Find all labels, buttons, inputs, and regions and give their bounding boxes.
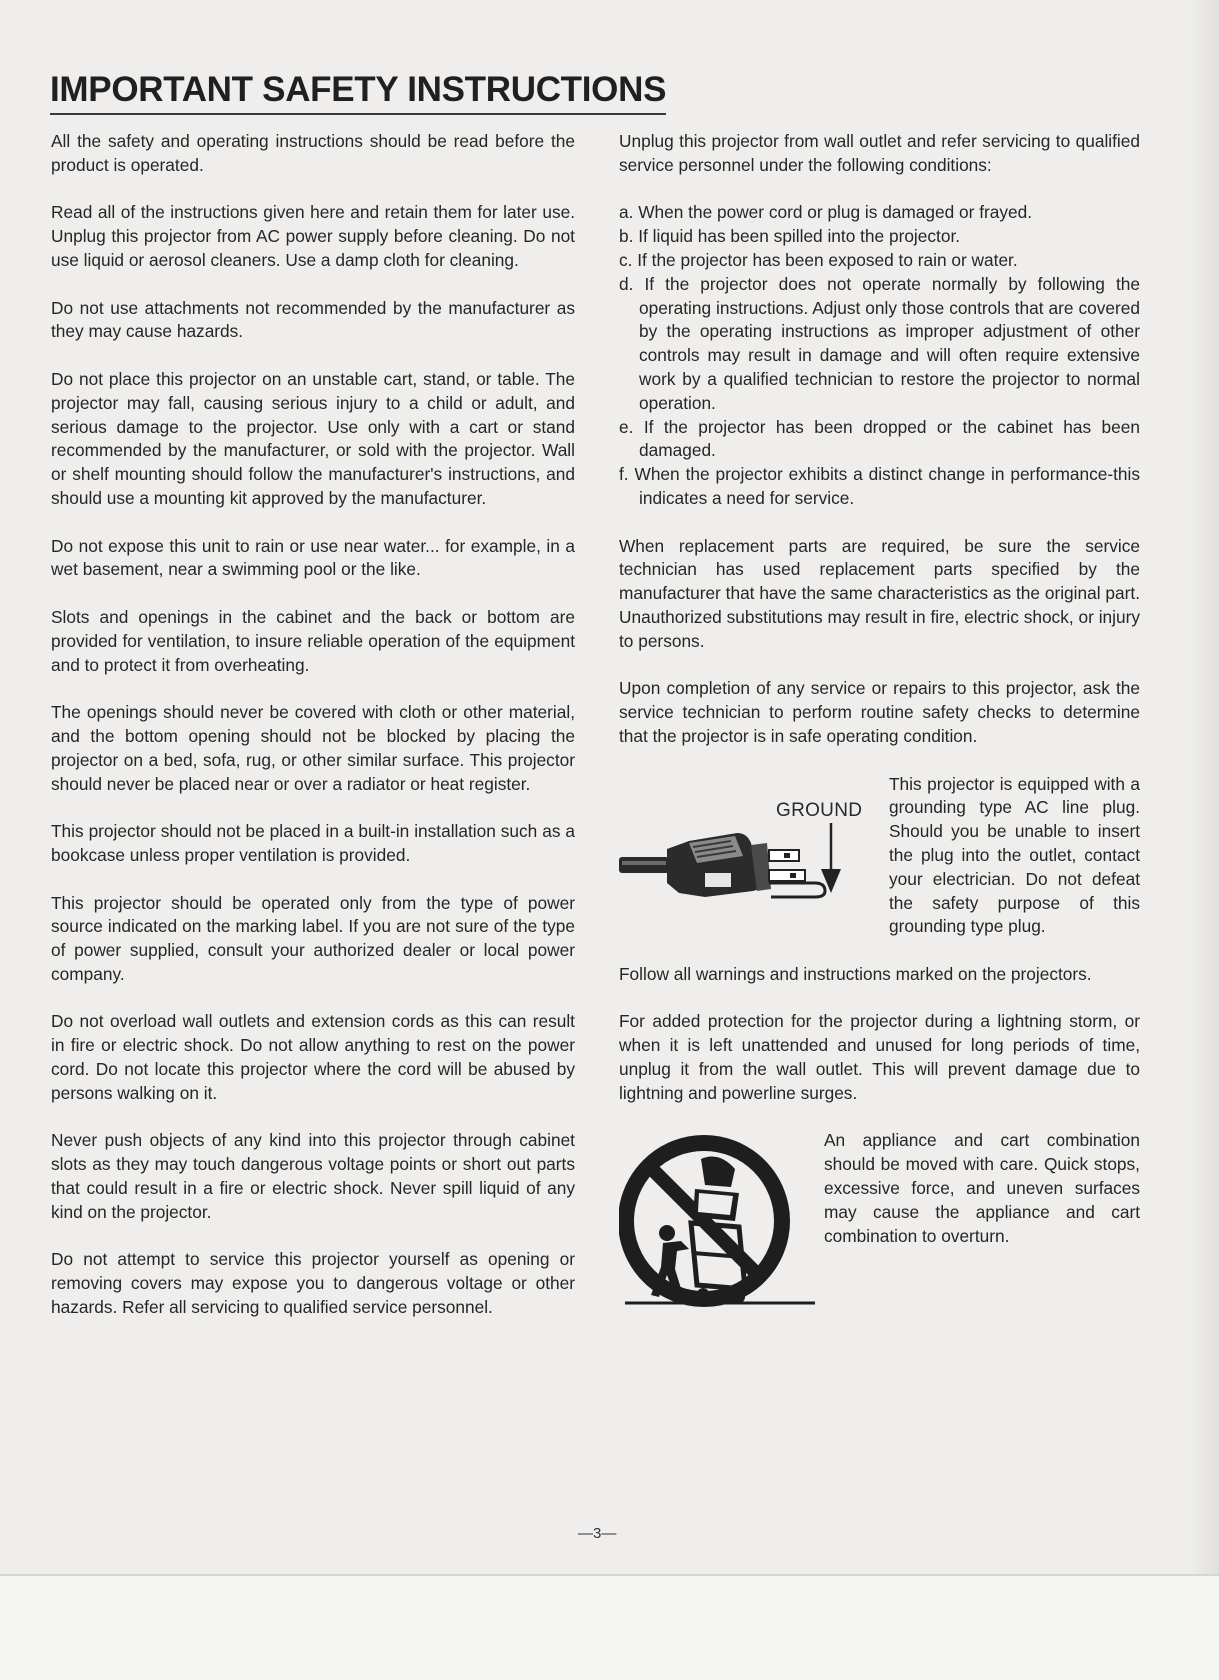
grounding-section xyxy=(619,773,1140,940)
paragraph-cart: An appliance and cart combination should be moved with care. Quick stops, excessive force, and uneven surfaces may cause the appliance and cart combination to overturn. xyxy=(824,1130,1140,1246)
paragraph-power-source: This projector should be operated only from the type of power source indicated on the marking label. If you are not sure of the type of power supplied, consult your authorized dealer or local power company. xyxy=(51,892,575,984)
paragraph-openings: The openings should never be covered with cloth or other material, and the bottom opening should not be blocked by placing the projector on a bed, sofa, rug, or other similar surface. This projector should never be placed near or over a radiator or heat register. xyxy=(51,702,575,794)
conditions-list xyxy=(619,201,1140,510)
list-item: f. When the projector exhibits a distinct change in performance-this indicates a need for service. xyxy=(619,464,1140,508)
paragraph-unplug-conditions: Unplug this projector from wall outlet and refer servicing to qualified service personnel under the following conditions: xyxy=(619,131,1140,175)
list-item: e. If the projector has been dropped or the cabinet has been damaged. xyxy=(619,416,1140,461)
paragraph-water: Do not expose this unit to rain or use near water... for example, in a wet basement, near a swimming pool or the like. xyxy=(51,535,575,580)
page-number: —3— xyxy=(578,1525,617,1542)
paragraph-cleaning: Read all of the instructions given here and retain them for later use. Unplug this projector from AC power supply before cleaning. Do not use liquid or aerosol cleaners. Use a damp cloth for cleaning. xyxy=(51,202,575,270)
paragraph-safety-check: Upon completion of any service or repairs to this projector, ask the service technician to perform routine safety checks to determine that the projector is in safe operating condition. xyxy=(619,678,1140,746)
paragraph-built-in: This projector should not be placed in a built-in installation such as a bookcase unless proper ventilation is provided. xyxy=(51,821,575,865)
left-column xyxy=(51,130,575,1344)
paragraph-read-before-operation: All the safety and operating instructions should be read before the product is operated. xyxy=(51,131,575,175)
paragraph-unstable-cart: Do not place this projector on an unstable cart, stand, or table. The projector may fall, causing serious injury to a child or adult, and serious damage to the projector. Use only with a cart or stand recommended by the manufacturer, or sold with the projector. Wall or shelf mounting should follow the manufacturer's instructions, and should use a mounting kit approved by the manufacturer. xyxy=(51,368,575,508)
scan-background xyxy=(0,1576,1219,1680)
paragraph-servicing: Do not attempt to service this projector yourself as opening or removing covers may expose you to dangerous voltage or other hazards. Refer all servicing to qualified service personnel. xyxy=(51,1249,575,1318)
paragraph-attachments: Do not use attachments not recommended by the manufacturer as they may cause hazards. xyxy=(51,297,575,342)
paragraph-replacement-parts: When replacement parts are required, be sure the service technician has used replacement parts specified by the manufacturer that have the same characteristics as the original part. Unauthorized substitutions may result in fire, electric shock, or injury to persons. xyxy=(619,535,1140,651)
paragraph-lightning: For added protection for the projector during a lightning storm, or when it is left unattended and unused for long periods of time, unplug it from the wall outlet. This will prevent damage due to lightning and powerline surges. xyxy=(619,1011,1140,1103)
grounding-figure xyxy=(619,773,889,913)
grounding-plug-icon xyxy=(619,823,884,903)
list-item: d. If the projector does not operate normally by following the operating instructions. Adjust only those controls that are covered by the operating instructions as improper adjustment of other controls may result in damage and will often require extensive work by a qualified technician to restore the projector to normal operation. xyxy=(619,273,1140,413)
cart-figure xyxy=(619,1129,824,1314)
cart-section xyxy=(619,1129,1140,1314)
page-title: IMPORTANT SAFETY INSTRUCTIONS xyxy=(50,70,666,115)
paragraph-grounding: This projector is equipped with a grounding type AC line plug. Should you be unable to insert the plug into the outlet, contact your electrician. Do not defeat the safety purpose of this grounding type plug. xyxy=(889,773,1140,937)
list-item: b. If liquid has been spilled into the projector. xyxy=(619,226,961,247)
page-edge-shadow xyxy=(1189,0,1219,1574)
list-item: a. When the power cord or plug is damaged or frayed. xyxy=(619,202,1033,223)
paragraph-overload: Do not overload wall outlets and extension cords as this can result in fire or electric shock. Do not allow anything to rest on the power cord. Do not locate this projector where the cord will be abused by persons walking on it. xyxy=(51,1011,575,1103)
paragraph-follow-warnings: Follow all warnings and instructions marked on the projectors. xyxy=(619,963,1092,984)
paragraph-ventilation-slots: Slots and openings in the cabinet and the back or bottom are provided for ventilation, to insure reliable operation of the equipment and to protect it from overheating. xyxy=(51,606,575,675)
cart-tip-over-warning-icon xyxy=(619,1129,819,1314)
list-item: c. If the projector has been exposed to rain or water. xyxy=(619,249,1018,270)
ground-label: GROUND xyxy=(776,799,863,821)
paragraph-objects: Never push objects of any kind into this projector through cabinet slots as they may touch dangerous voltage points or short out parts that could result in a fire or electric shock. Never spill liquid of any kind on the projector. xyxy=(51,1130,575,1222)
right-column xyxy=(619,130,1140,1338)
